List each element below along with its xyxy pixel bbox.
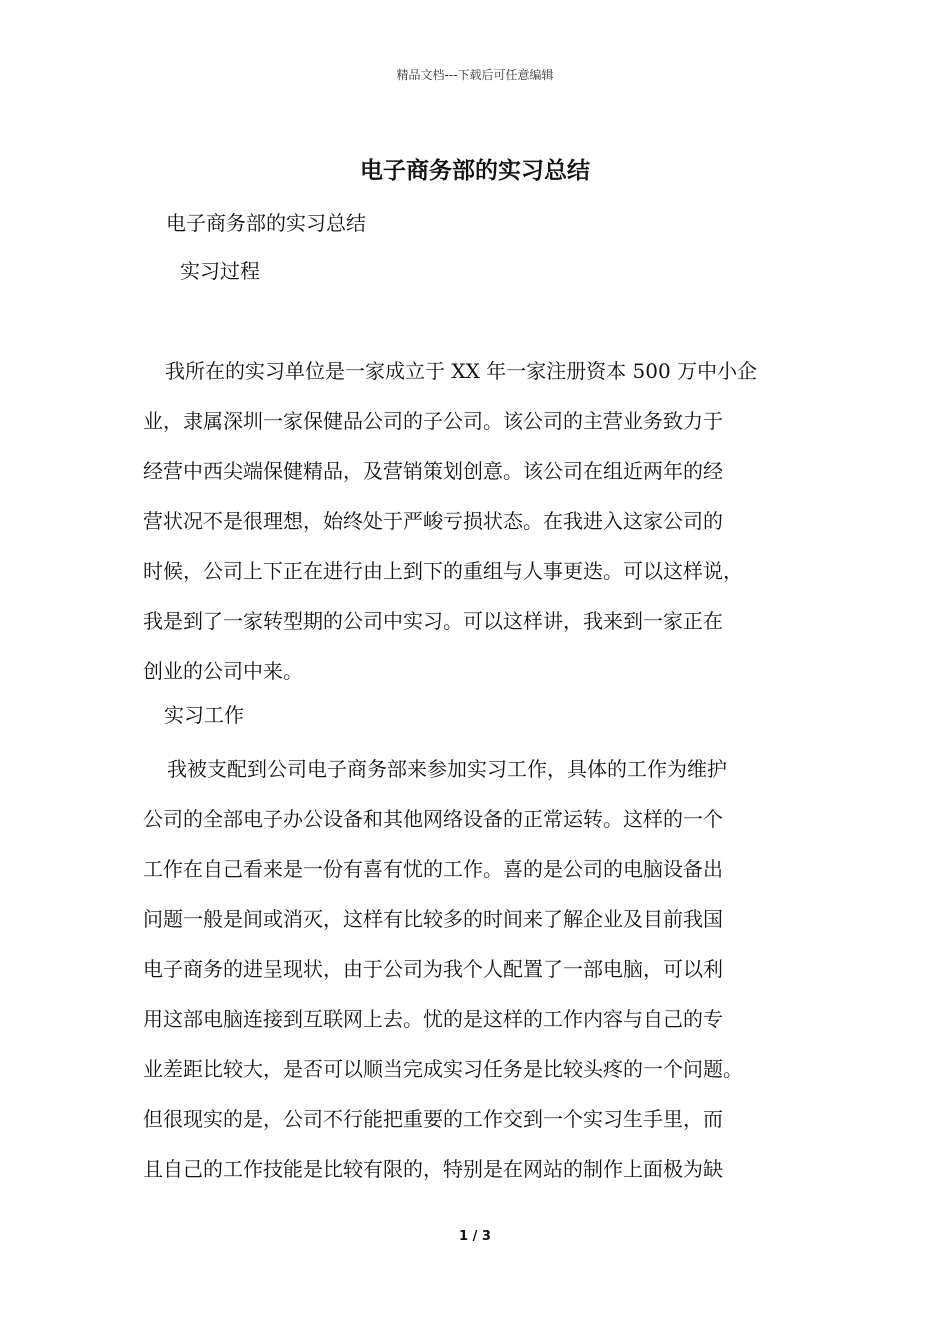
paragraph-line: 工作在自己看来是一份有喜有忧的工作。喜的是公司的电脑设备出 [143, 857, 723, 881]
paragraph-line: 时候，公司上下正在进行由上到下的重组与人事更迭。可以这样说， [143, 559, 743, 583]
paragraph-line: 业差距比较大，是否可以顺当完成实习任务是比较头疼的一个问题。 [143, 1057, 743, 1081]
paragraph-line: 且自己的工作技能是比较有限的，特别是在网站的制作上面极为缺 [143, 1157, 723, 1181]
paragraph-line: 经营中西尖端保健精品，及营销策划创意。该公司在组近两年的经 [143, 459, 723, 483]
paragraph-line: 业，隶属深圳一家保健品公司的子公司。该公司的主营业务致力于 [143, 409, 723, 433]
document-subtitle: 电子商务部的实习总结 [166, 211, 366, 235]
section-heading-process: 实习过程 [180, 259, 260, 283]
section-heading-work: 实习工作 [164, 703, 244, 727]
paragraph-line: 用这部电脑连接到互联网上去。忧的是这样的工作内容与自己的专 [143, 1007, 723, 1031]
paragraph-line: 我所在的实习单位是一家成立于 XX 年一家注册资本 500 万中小企 [165, 359, 758, 383]
page-number: 1 / 3 [459, 1229, 491, 1244]
paragraph-line: 公司的全部电子办公设备和其他网络设备的正常运转。这样的一个 [143, 807, 723, 831]
paragraph-line: 创业的公司中来。 [143, 659, 303, 683]
paragraph-line: 我被支配到公司电子商务部来参加实习工作，具体的工作为维护 [167, 757, 727, 781]
paragraph-line: 但很现实的是，公司不行能把重要的工作交到一个实习生手里，而 [143, 1107, 723, 1131]
paragraph-process [143, 346, 828, 696]
page-header: 精品文档---下载后可任意编辑 [396, 68, 554, 82]
paragraph-line: 电子商务的进呈现状，由于公司为我个人配置了一部电脑，可以利 [143, 957, 723, 981]
paragraph-line: 问题一般是间或消灭，这样有比较多的时间来了解企业及目前我国 [143, 907, 723, 931]
paragraph-line: 营状况不是很理想，始终处于严峻亏损状态。在我进入这家公司的 [143, 509, 723, 533]
paragraph-work [143, 744, 828, 1194]
document-title: 电子商务部的实习总结 [360, 157, 590, 184]
paragraph-line: 我是到了一家转型期的公司中实习。可以这样讲，我来到一家正在 [143, 609, 723, 633]
